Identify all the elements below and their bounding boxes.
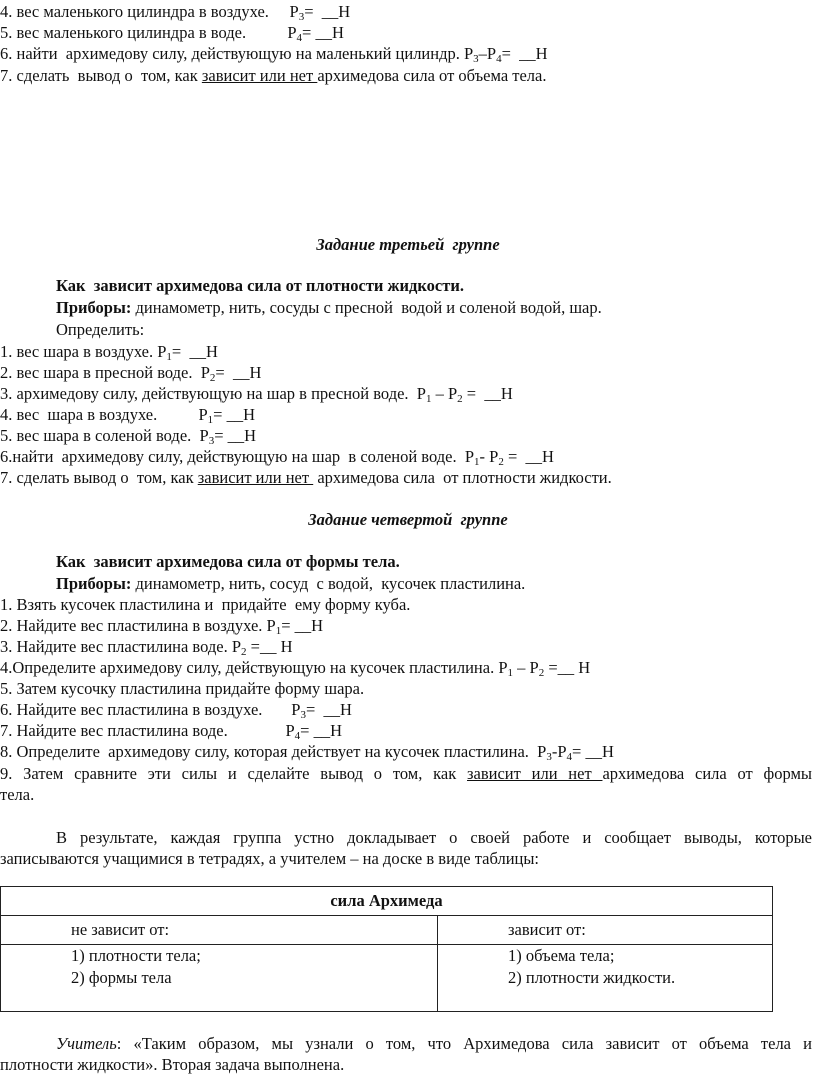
- group4-item-9-cont: тела.: [0, 785, 35, 804]
- group4-item-6: 6. Найдите вес пластилина в воздухе. $P_3=$ __Н: [0, 700, 352, 721]
- group4-item-5: 5. Затем кусочку пластилина придайте форму шара.: [0, 679, 365, 698]
- group3-define: Определить:: [56, 320, 145, 339]
- teacher-line-2: плотности жидкости». Вторая задача выполнена.: [0, 1055, 345, 1074]
- group3-item-2: 2. вес шара в пресной воде. $P_2=$ __Н: [0, 363, 262, 384]
- col-depends-header: зависит от:: [438, 916, 773, 945]
- teacher-line-1: Учитель: «Таким образом, мы узнали о том, что Архимедова сила зависит от объема тела и: [56, 1034, 812, 1053]
- step-7: 7. сделать вывод о том, как зависит или нет архимедова сила от объема тела.: [0, 66, 547, 85]
- group3-devices: Приборы: динамометр, нить, сосуды с пресной водой и соленой водой, шар.: [56, 298, 602, 317]
- result-paragraph-line-2: записываются учащимися в тетрадях, а учителем – на доске в виде таблицы:: [0, 849, 540, 868]
- group3-title: Задание третьей группе: [316, 235, 500, 254]
- group3-item-1: 1. вес шара в воздухе. $P_1=$ __Н: [0, 342, 218, 363]
- group3-item-6: 6.найти архимедову силу, действующую на шар в соленой воде. $P_1-$ $P_2$ = __Н: [0, 447, 554, 468]
- col-not-depends-header: не зависит от:: [1, 916, 438, 945]
- group3-question: Как зависит архимедова сила от плотности жидкости.: [56, 276, 464, 295]
- result-paragraph-line-1: В результате, каждая группа устно докладывает о своей работе и сообщает выводы, которые: [56, 828, 812, 847]
- not-depends-cell: [1, 945, 438, 1012]
- group4-item-4: 4.Определите архимедову силу, действующую на кусочек пластилина. $P_1 - P_2$ =__ Н: [0, 658, 591, 679]
- group4-question: Как зависит архимедова сила от формы тела.: [56, 552, 400, 571]
- group4-item-9: 9. Затем сравните эти силы и сделайте вывод о том, как зависит или нет архимедова сила от формы: [0, 764, 812, 783]
- group3-item-7: 7. сделать вывод о том, как зависит или нет архимедова сила от плотности жидкости.: [0, 468, 612, 487]
- step-6: 6. найти архимедову силу, действующую на маленький цилиндр. $P_3-P_4=$ __Н: [0, 44, 548, 65]
- not-depends-item-1: 1) плотности тела;: [71, 946, 201, 965]
- group4-devices: Приборы: динамометр, нить, сосуд с водой, кусочек пластилина.: [56, 574, 526, 593]
- table-title: сила Архимеда: [1, 887, 773, 916]
- group4-item-3: 3. Найдите вес пластилина воде. $P_2$ =__ Н: [0, 637, 293, 658]
- group3-item-4: 4. вес шара в воздухе. $P_1=$ __Н: [0, 405, 256, 426]
- depends-item-1: 1) объема тела;: [508, 946, 615, 965]
- depends-item-2: 2) плотности жидкости.: [508, 968, 676, 987]
- depends-cell: [438, 945, 773, 1012]
- group4-item-8: 8. Определите архимедову силу, которая действует на кусочек пластилина. $P_3-P_4=$ __Н: [0, 742, 614, 763]
- step-5: 5. вес маленького цилиндра в воде. $P_4=$ __Н: [0, 23, 344, 44]
- group4-title: Задание четвертой группе: [308, 510, 508, 529]
- group4-item-7: 7. Найдите вес пластилина воде. $P_4=$ __Н: [0, 721, 343, 742]
- group4-item-2: 2. Найдите вес пластилина в воздухе. $P_1=$ __Н: [0, 616, 324, 637]
- group3-item-5: 5. вес шара в соленой воде. $P_3=$ __Н: [0, 426, 257, 447]
- not-depends-item-2: 2) формы тела: [71, 968, 172, 987]
- group3-item-3: 3. архимедову силу, действующую на шар в пресной воде. $P_1 - P_2$ = __Н: [0, 384, 513, 405]
- group4-item-1: 1. Взять кусочек пластилина и придайте ему форму куба.: [0, 595, 411, 614]
- results-table: [0, 886, 773, 1012]
- step-4: 4. вес маленького цилиндра в воздухе. $P_3=$ __Н: [0, 2, 351, 23]
